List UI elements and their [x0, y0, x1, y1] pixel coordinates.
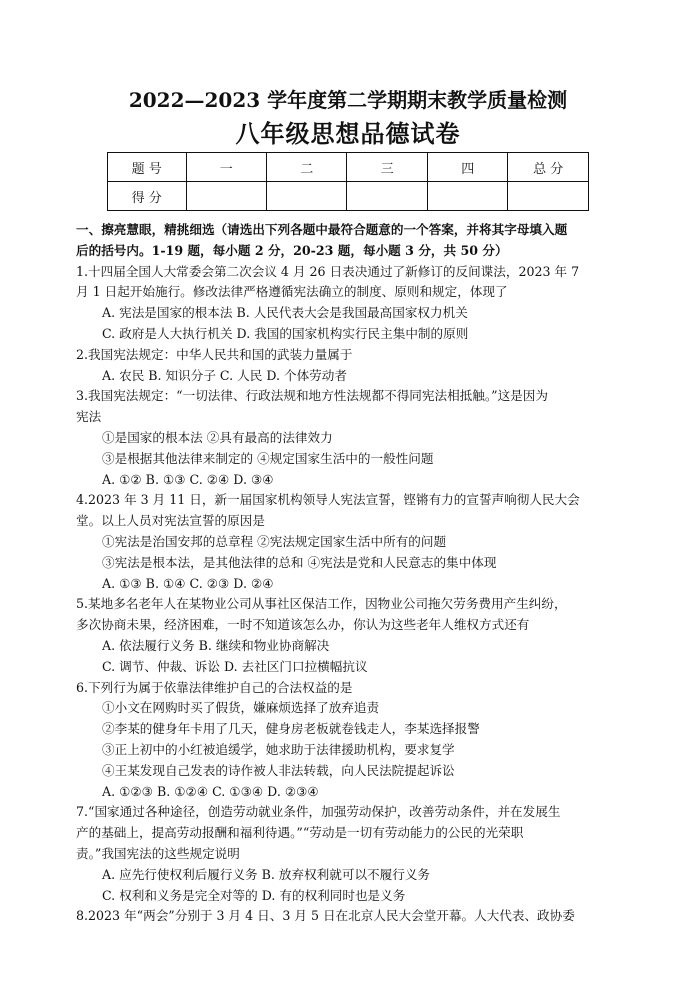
score-table: [107, 152, 589, 211]
score-header-cell: 题 号: [108, 153, 187, 182]
answer-options: C. 调节、仲裁、诉讼 D. 去社区门口拉横幅抗议: [102, 658, 368, 674]
score-header-cell: 二: [266, 153, 346, 182]
answer-options: A. ①③ B. ①④ C. ②③ D. ②④: [102, 575, 274, 591]
score-cell: [186, 182, 266, 211]
exam-title: 2022—2023 学年度第二学期期末教学质量检测: [128, 88, 568, 112]
question-text: 产的基础上，提高劳动报酬和福利待遇。”“劳动是一切有劳动能力的公民的光荣职: [76, 825, 524, 841]
score-cell: [266, 182, 346, 211]
question-text: 7.“国家通过各种途径，创造劳动就业条件，加强劳动保护，改善劳动条件，并在发展生: [76, 804, 561, 820]
answer-options: A. ①② B. ①③ C. ②④ D. ③④: [102, 471, 274, 487]
score-header-cell: 总 分: [508, 153, 589, 182]
statement-options: ①宪法是治国安邦的总章程 ②宪法规定国家生活中所有的问题: [102, 533, 447, 549]
statement-options: ①小文在网购时买了假货，嫌麻烦选择了放弃追责: [102, 700, 380, 716]
question-text: 宪法: [76, 409, 102, 425]
question-text: 堂。以上人员对宪法宣誓的原因是: [76, 513, 265, 529]
question-text: 1.十四届全国人大常委会第二次会议 4 月 26 日表决通过了新修订的反间谍法，2023 年 7: [76, 263, 580, 279]
statement-options: ③正上初中的小红被追缓学，她求助于法律援助机构，要求复学: [102, 741, 455, 757]
score-cell: [427, 182, 507, 211]
answer-options: A. ①②③ B. ①②④ C. ①③④ D. ②③④: [102, 783, 319, 799]
score-header-cell: 三: [347, 153, 427, 182]
question-text: 责。”我国宪法的这些规定说明: [76, 845, 240, 861]
question-text: 6.下列行为属于依靠法律维护自己的合法权益的是: [76, 679, 353, 695]
answer-options: A. 应先行使权利后履行义务 B. 放弃权利就可以不履行义务: [102, 866, 431, 882]
question-text: 月 1 日起开始施行。修改法律严格遵循宪法确立的制度、原则和规定，体现了: [76, 284, 508, 300]
statement-options: ③宪法是根本法，是其他法律的总和 ④宪法是党和人民意志的集中体现: [102, 554, 497, 570]
statement-options: ③是根据其他法律来制定的 ④规定国家生活中的一般性问题: [102, 450, 434, 466]
question-text: 8.2023 年“两会”分别于 3 月 4 日、3 月 5 日在北京人民大会堂开幕。人大代表、政协委: [76, 908, 575, 924]
statement-options: ②李某的健身年卡用了几天，健身房老板就卷钱走人，李某选择报警: [102, 721, 480, 737]
answer-options: A. 宪法是国家的根本法 B. 人民代表大会是我国最高国家权力机关: [102, 305, 468, 321]
score-table-score-row: [108, 182, 589, 211]
score-table-header-row: [108, 153, 589, 182]
score-cell: [347, 182, 427, 211]
section-heading: 后的括号内。1-19 题，每小题 2 分，20-23 题，每小题 3 分，共 50 分）: [76, 242, 508, 258]
score-row-label: 得 分: [108, 182, 187, 211]
question-text: 5.某地多名老年人在某物业公司从事社区保洁工作，因物业公司拖欠劳务费用产生纠纷，: [76, 596, 567, 612]
question-text: 2.我国宪法规定：中华人民共和国的武装力量属于: [76, 346, 353, 362]
question-text: 4.2023 年 3 月 11 日，新一届国家机构领导人宪法宣誓，铿锵有力的宣誓声响彻人民大会: [76, 492, 580, 508]
answer-options: A. 依法履行义务 B. 继续和物业协商解决: [102, 637, 330, 653]
score-header-cell: 一: [186, 153, 266, 182]
exam-subtitle: 八年级思想品德试卷: [235, 119, 461, 148]
statement-options: ①是国家的根本法 ②具有最高的法律效力: [102, 429, 333, 445]
statement-options: ④王某发现自己发表的诗作被人非法转载，向人民法院提起诉讼: [102, 762, 455, 778]
answer-options: A. 农民 B. 知识分子 C. 人民 D. 个体劳动者: [102, 367, 347, 383]
question-body: [76, 220, 626, 927]
question-text: 多次协商未果，经济困难，一时不知道该怎么办，你认为这些老年人维权方式还有: [76, 617, 530, 633]
section-heading: 一、擦亮慧眼，精挑细选（请选出下列各题中最符合题意的一个答案，并将其字母填入题: [76, 222, 568, 237]
answer-options: C. 政府是人大执行机关 D. 我国的国家机构实行民主集中制的原则: [102, 325, 469, 341]
question-text: 3.我国宪法规定：“一切法律、行政法规和地方性法规都不得同宪法相抵触。”这是因为: [76, 388, 548, 404]
score-cell: [508, 182, 589, 211]
answer-options: C. 权利和义务是完全对等的 D. 有的权利同时也是义务: [102, 887, 406, 903]
score-header-cell: 四: [427, 153, 507, 182]
